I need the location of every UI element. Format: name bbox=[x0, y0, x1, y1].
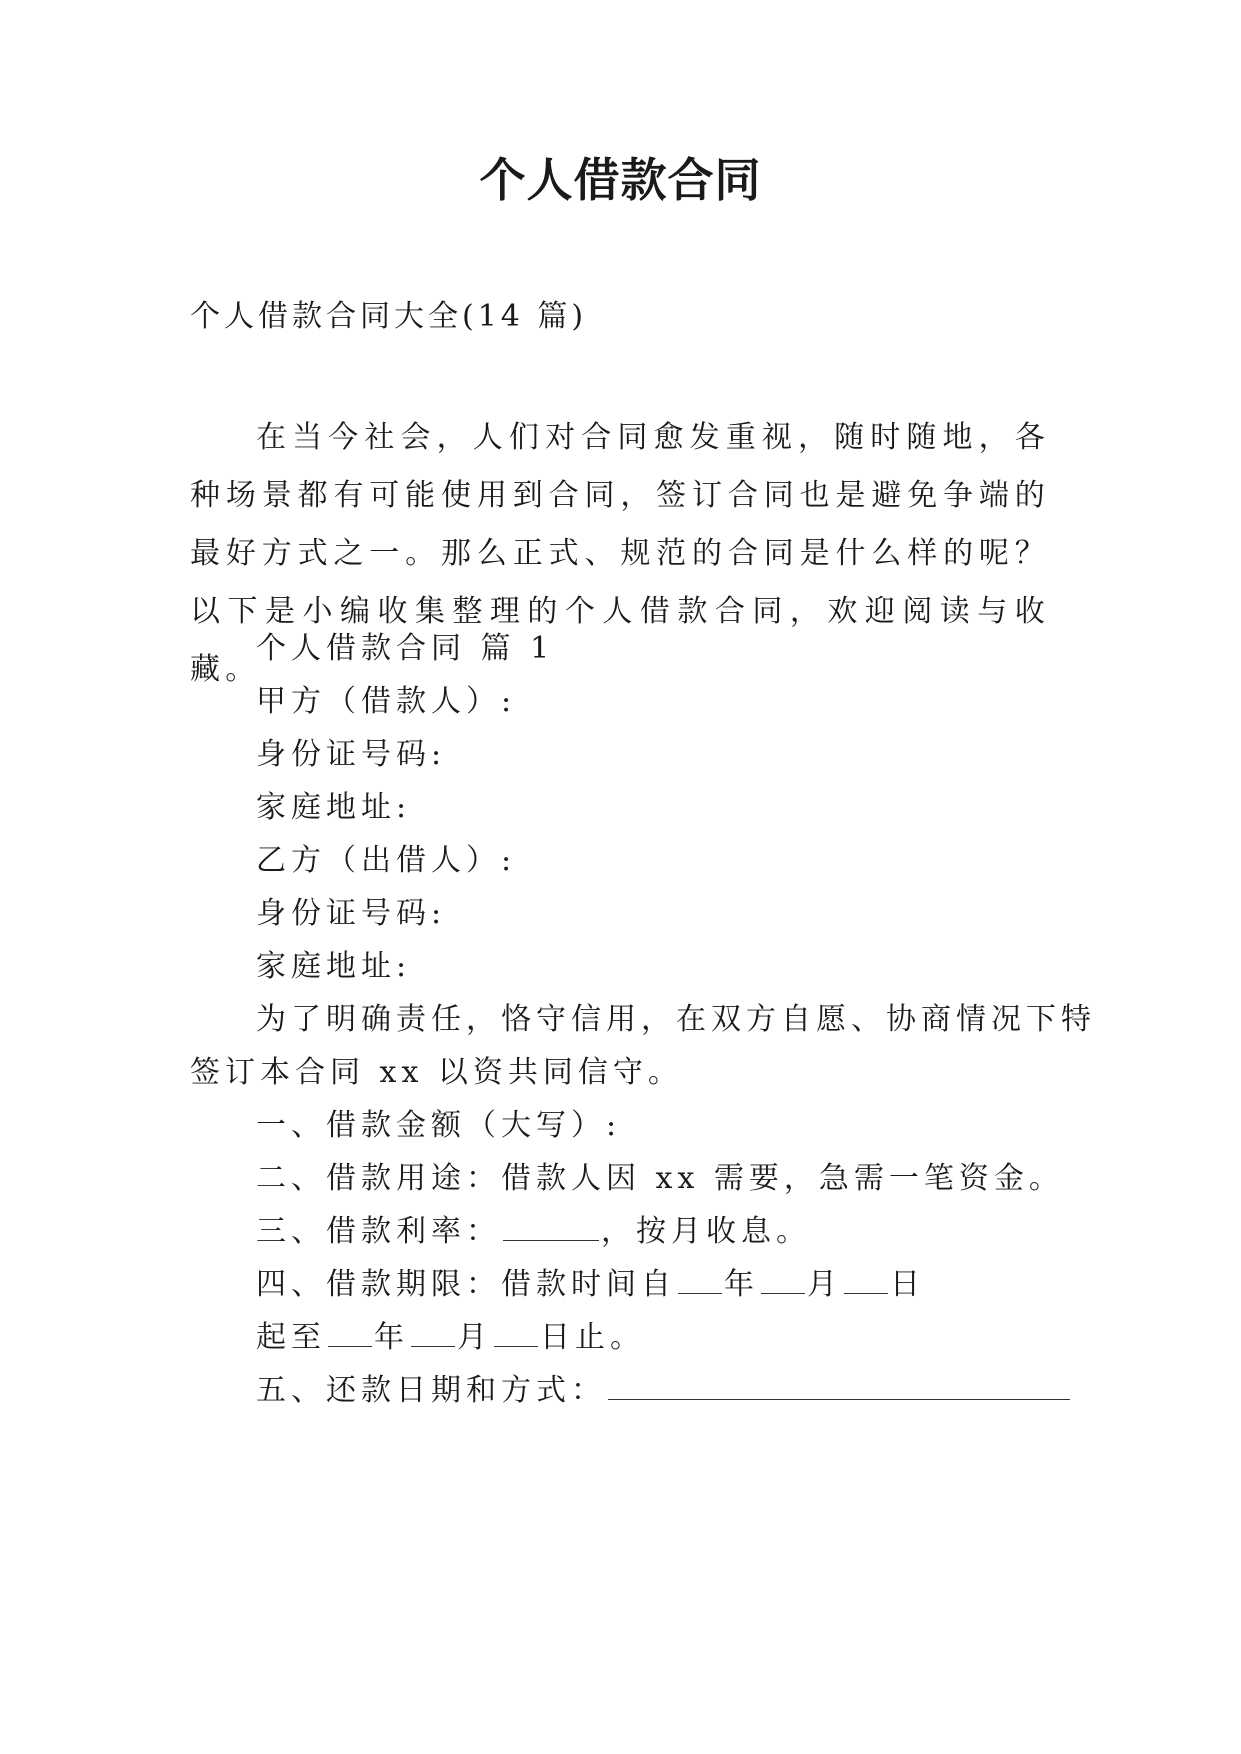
end-month-unit: 月 bbox=[457, 1320, 492, 1355]
clause-repayment-label: 五、还款日期和方式： bbox=[256, 1373, 606, 1408]
section-heading: 个人借款合同 篇 1 bbox=[256, 631, 555, 666]
end-year-unit: 年 bbox=[374, 1320, 409, 1355]
party-a-id-label: 身份证号码: bbox=[256, 737, 447, 772]
repayment-method-blank[interactable] bbox=[608, 1369, 1070, 1400]
clause-amount: 一、借款金额（大写）: bbox=[256, 1108, 622, 1143]
start-month-blank[interactable] bbox=[761, 1263, 805, 1294]
start-month-unit: 月 bbox=[807, 1267, 842, 1302]
party-b-address-label: 家庭地址: bbox=[256, 949, 412, 984]
document-subtitle: 个人借款合同大全(14 篇) bbox=[190, 299, 588, 334]
party-b-label: 乙方（出借人）: bbox=[256, 843, 517, 878]
clause-purpose: 二、借款用途：借款人因 xx 需要，急需一笔资金。 bbox=[256, 1161, 1064, 1196]
end-year-blank[interactable] bbox=[328, 1316, 372, 1347]
end-day-blank[interactable] bbox=[494, 1316, 538, 1347]
start-day-unit: 日 bbox=[890, 1267, 925, 1302]
end-month-blank[interactable] bbox=[411, 1316, 455, 1347]
purpose-line-1: 为了明确责任，恪守信用，在双方自愿、协商情况下特 bbox=[256, 1002, 1096, 1037]
clause-term bbox=[256, 1263, 925, 1307]
clause-interest-rate bbox=[256, 1210, 811, 1254]
purpose-line-2: 签订本合同 xx 以资共同信守。 bbox=[190, 1055, 683, 1090]
start-year-unit: 年 bbox=[724, 1267, 759, 1302]
start-year-blank[interactable] bbox=[678, 1263, 722, 1294]
intro-paragraph: 在当今社会，人们对合同愈发重视，随时随地，各种场景都有可能使用到合同，签订合同也是避免争端的最好方式之一。那么正式、规范的合同是什么样的呢？以下是小编收集整理的个人借款合同，欢迎阅读与收藏。 bbox=[190, 420, 1050, 687]
end-day-unit: 日止。 bbox=[540, 1320, 645, 1355]
start-day-blank[interactable] bbox=[844, 1263, 888, 1294]
clause-interest-suffix: ，按月收息。 bbox=[601, 1214, 811, 1249]
clause-repayment bbox=[256, 1369, 1072, 1413]
party-a-address-label: 家庭地址: bbox=[256, 790, 412, 825]
clause-interest-label: 三、借款利率： bbox=[256, 1214, 501, 1249]
interest-rate-blank[interactable] bbox=[503, 1210, 599, 1241]
party-a-label: 甲方（借款人）: bbox=[256, 684, 517, 719]
clause-term-end-label: 起至 bbox=[256, 1320, 326, 1355]
document-title: 个人借款合同 bbox=[479, 153, 762, 207]
clause-term-label: 四、借款期限：借款时间自 bbox=[256, 1267, 676, 1302]
party-b-id-label: 身份证号码: bbox=[256, 896, 447, 931]
clause-term-end bbox=[256, 1316, 645, 1360]
